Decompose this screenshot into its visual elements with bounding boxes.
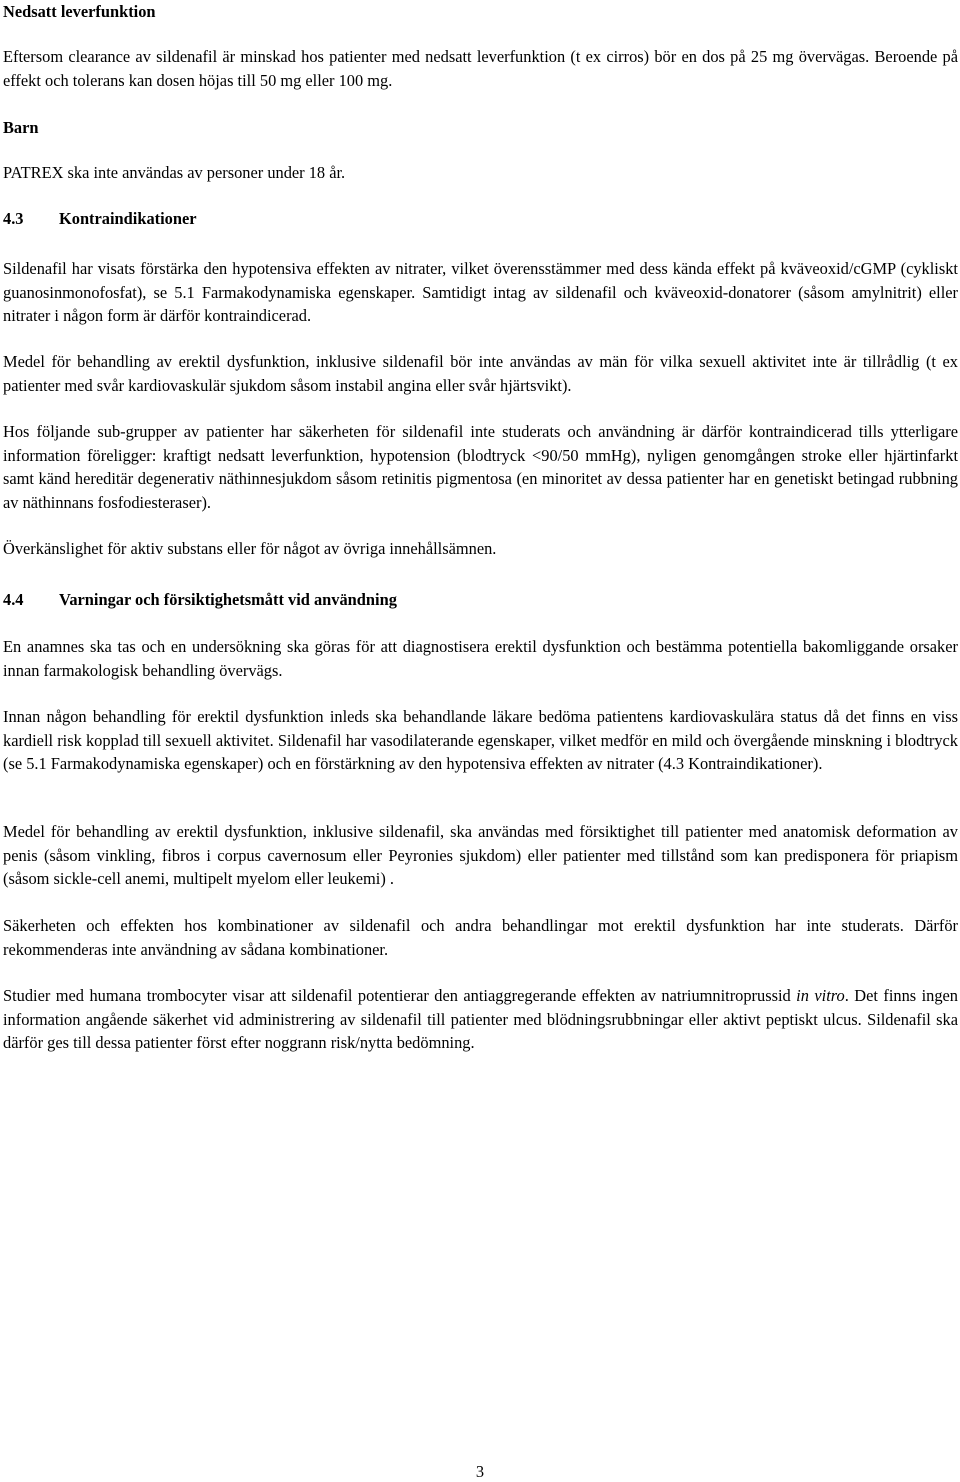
s44-paragraph-2	[3, 705, 958, 776]
liver-paragraph	[3, 45, 958, 92]
paragraph-text: Innan någon behandling för erektil dysfunktion inleds ska behandlande läkare bedöma patientens kardiovaskulära status då det finns en viss kardiell risk kopplad till sexuell aktivitet. Sildenafil har vasodilaterande egenskaper, vilket medför en mild och övergående minskning i blodtryck (se 5.1 Farmakodynamiska egenskaper) och en förstärkning av den hypotensiva effekten av nitrater (4.3 Kontraindikationer).	[3, 707, 958, 773]
section-4-4-heading	[3, 588, 958, 612]
s43-paragraph-3	[3, 420, 958, 514]
section-4-3-heading	[3, 207, 958, 231]
s44-paragraph-1	[3, 635, 958, 682]
latin-term: in vitro	[796, 986, 845, 1005]
children-section	[3, 116, 958, 140]
s43-paragraph-4	[3, 537, 958, 561]
section-number: 4.4	[3, 590, 24, 609]
s43-paragraph-2	[3, 350, 958, 397]
paragraph-text: Sildenafil har visats förstärka den hypotensiva effekten av nitrater, vilket överensstämmer med dess kända effekt på kväveoxid/cGMP (cykliskt guanosinmonofosfat), se 5.1 Farmakodynamiska egenskaper. Samtidigt intag av sildenafil och kväveoxid-donatorer (såsom amylnitrit) eller nitrater i någon form är därför kontraindicerad.	[3, 259, 958, 325]
paragraph-text: En anamnes ska tas och en undersökning ska göras för att diagnostisera erektil dysfunktion och bestämma potentiella bakomliggande orsaker innan farmakologisk behandling övervägs.	[3, 637, 958, 680]
page-number: 3	[475, 1462, 485, 1481]
paragraph-text: Hos följande sub-grupper av patienter har säkerheten för sildenafil inte studerats och användning är därför kontraindicerad tills ytterligare information föreligger: kraftigt nedsatt leverfunktion, hypotension (blodtryck <90/50 mmHg), nyligen genomgången stroke eller hjärtinfarkt samt känd hereditär degenerativ näthinnesjukdom såsom retinitis pigmentosa (en minoritet av dessa patienter har en genetiskt betingad rubbning av näthinnans fosfodiesteraser).	[3, 422, 958, 512]
paragraph-text: Överkänslighet för aktiv substans eller för något av övriga innehållsämnen.	[3, 539, 497, 558]
s44-paragraph-3	[3, 820, 958, 891]
paragraph-text-start: Studier med humana trombocyter visar att sildenafil potentierar den antiaggregerande effekten av natriumnitroprussid	[3, 986, 797, 1005]
paragraph-text: Medel för behandling av erektil dysfunktion, inklusive sildenafil, ska användas med försiktighet till patienter med anatomisk deformation av penis (såsom vinkling, fibros i corpus cavernosum eller Peyronies sjukdom) eller patienter med tillstånd som kan predisponera för priapism (såsom sickle-cell anemi, multipelt myelom eller leukemi) .	[3, 822, 958, 888]
liver-section	[3, 0, 958, 24]
liver-heading: Nedsatt leverfunktion	[3, 2, 156, 21]
children-heading: Barn	[3, 118, 39, 137]
s43-paragraph-1	[3, 257, 958, 328]
section-number: 4.3	[3, 209, 24, 228]
s44-paragraph-5	[3, 984, 958, 1055]
children-text: PATREX ska inte användas av personer under 18 år.	[3, 163, 346, 182]
paragraph-text: Säkerheten och effekten hos kombinationer av sildenafil och andra behandlingar mot erektil dysfunktion har inte studerats. Därför rekommenderas inte användning av sådana kombinationer.	[3, 916, 958, 959]
section-title: Kontraindikationer	[59, 209, 197, 228]
liver-text: Eftersom clearance av sildenafil är minskad hos patienter med nedsatt leverfunktion (t ex cirros) bör en dos på 25 mg övervägas. Beroende på effekt och tolerans kan dosen höjas till 50 mg eller 100 mg.	[3, 47, 958, 90]
paragraph-text: Medel för behandling av erektil dysfunktion, inklusive sildenafil bör inte användas av män för vilka sexuell aktivitet inte är tillrådlig (t ex patienter med svår kardiovaskulär sjukdom såsom instabil angina eller svår hjärtsvikt).	[3, 352, 958, 395]
section-title: Varningar och försiktighetsmått vid användning	[59, 590, 397, 609]
s44-paragraph-4	[3, 914, 958, 961]
paragraph-text-end: . Det finns ingen information angående säkerhet vid administrering av sildenafil till patienter med blödningsrubbningar eller aktivt peptiskt ulcus. Sildenafil ska därför ges till dessa patienter först efter noggrann risk/nytta bedömning.	[3, 986, 958, 1052]
children-paragraph	[3, 161, 958, 185]
